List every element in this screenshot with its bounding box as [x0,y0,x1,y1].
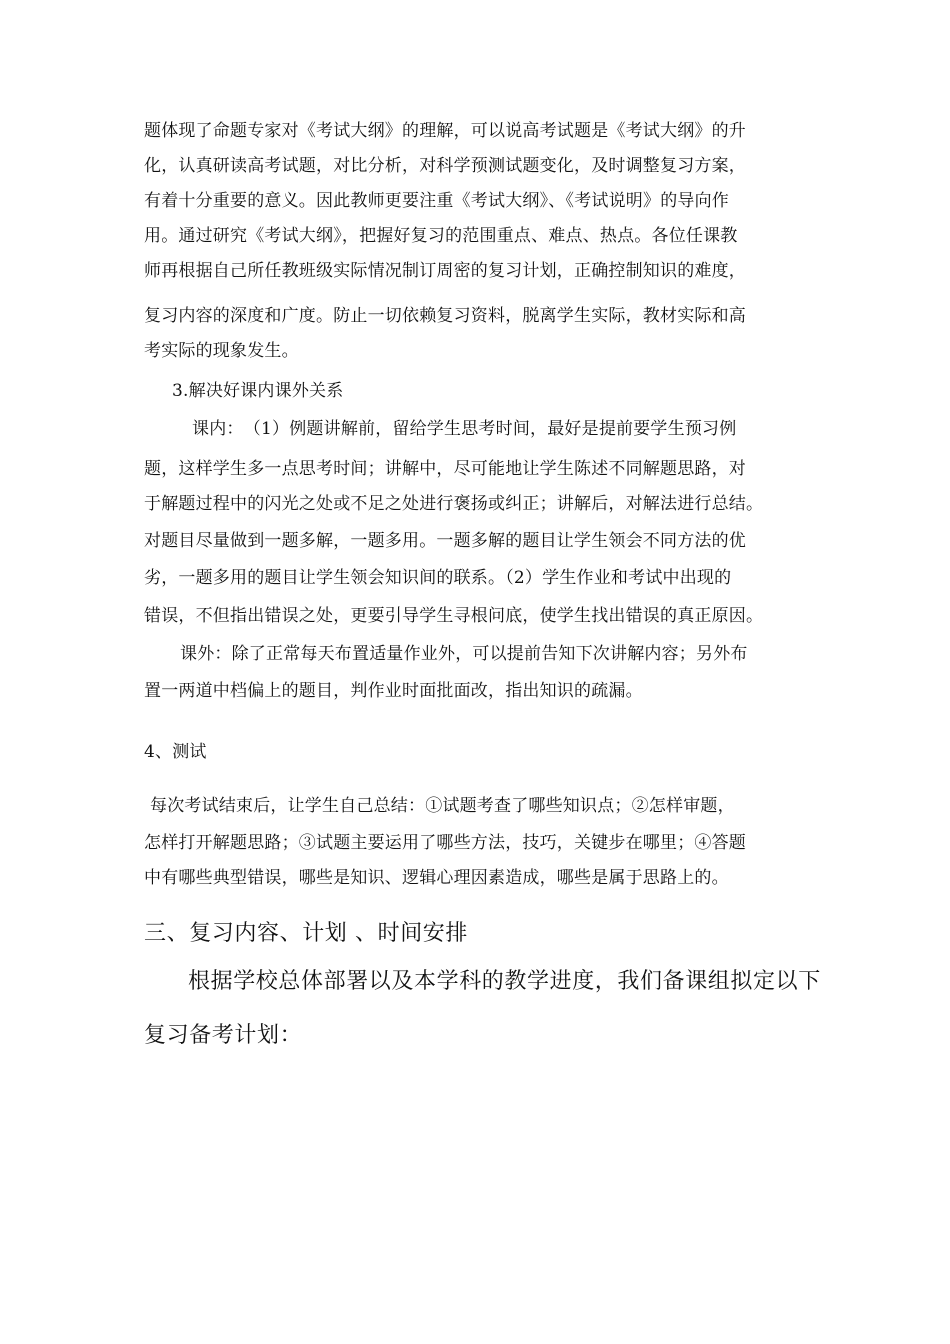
paragraph-line: 用。通过研究《考试大纲》，把握好复习的范围重点、难点、热点。各位任课教 [144,226,738,246]
paragraph-line: 置一两道中档偏上的题目，判作业时面批面改，指出知识的疏漏。 [144,681,643,701]
section-heading: 3.解决好课内课外关系 [172,381,344,401]
section-heading-large: 三、复习内容、计划 、时间安排 [144,921,468,946]
paragraph-line: 题体现了命题专家对《考试大纲》的理解，可以说高考试题是《考试大纲》的升 [144,121,746,141]
paragraph-line: 怎样打开解题思路；③试题主要运用了哪些方法，技巧，关键步在哪里；④答题 [144,833,746,853]
paragraph-line: 考实际的现象发生。 [144,341,299,361]
paragraph-line: 有着十分重要的意义。因此教师更要注重《考试大纲》、《考试说明》的导向作 [144,191,729,211]
paragraph-line: 复习备考计划： [144,1023,303,1048]
paragraph-line: 题，这样学生多一点思考时间；讲解中，尽可能地让学生陈述不同解题思路，对 [144,459,746,479]
paragraph-line: 课外：除了正常每天布置适量作业外，可以提前告知下次讲解内容；另外布 [180,644,748,664]
paragraph-line: 课内： （1）例题讲解前，留给学生思考时间，最好是提前要学生预习例 [192,419,737,439]
paragraph-line: 复习内容的深度和广度。防止一切依赖复习资料，脱离学生实际，教材实际和高 [144,306,746,326]
paragraph-line: 于解题过程中的闪光之处或不足之处进行褒扬或纠正；讲解后，对解法进行总结。 [144,494,764,514]
paragraph-line: 中有哪些典型错误，哪些是知识、逻辑心理因素造成，哪些是属于思路上的。 [144,868,729,888]
paragraph-line: 根据学校总体部署以及本学科的教学进度，我们备课组拟定以下 [188,969,821,994]
paragraph-line: 化，认真研读高考试题，对比分析，对科学预测试题变化，及时调整复习方案， [144,156,746,176]
paragraph-line: 师再根据自己所任教班级实际情况制订周密的复习计划，正确控制知识的难度， [144,261,746,281]
paragraph-line: 对题目尽量做到一题多解，一题多用。一题多解的题目让学生领会不同方法的优 [144,531,746,551]
paragraph-line: 每次考试结束后，让学生自己总结：①试题考查了哪些知识点；②怎样审题， [150,796,735,816]
paragraph-line: 错误，不但指出错误之处，更要引导学生寻根问底，使学生找出错误的真正原因。 [144,606,764,626]
section-heading: 4、测试 [144,742,207,762]
paragraph-line: 劣，一题多用的题目让学生领会知识间的联系。（2）学生作业和考试中出现的 [144,568,732,588]
